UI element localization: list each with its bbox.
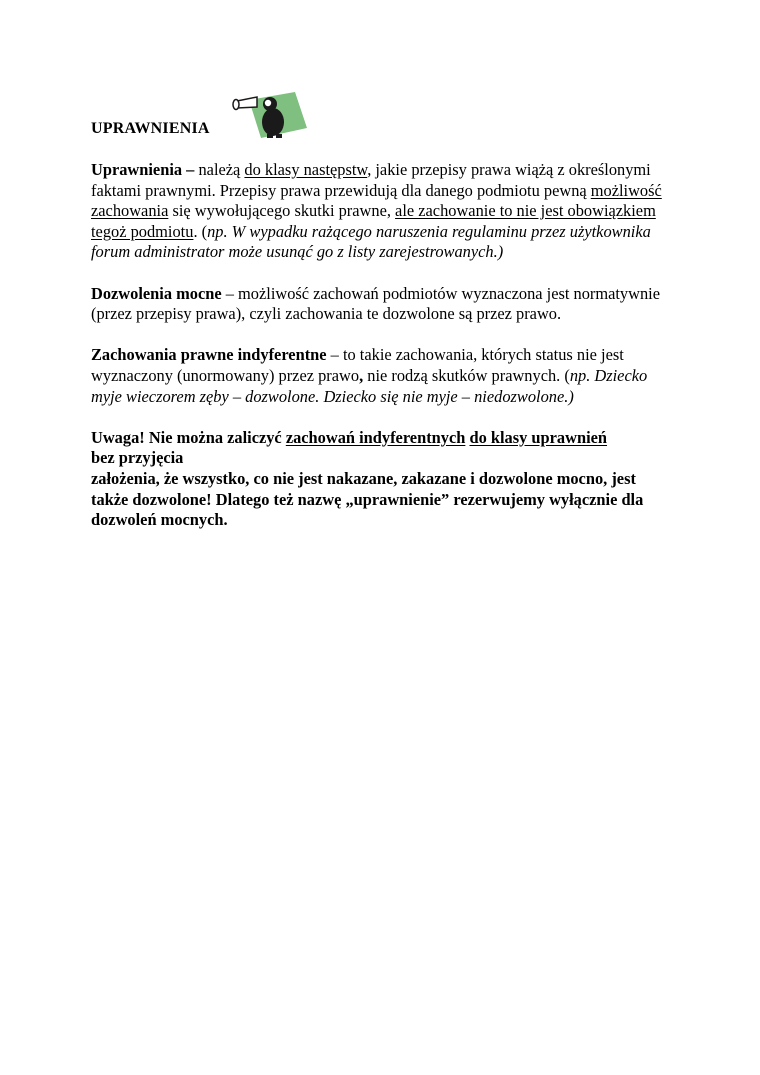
paragraph-zachowania-indyferentne xyxy=(91,345,671,407)
text-span: . ( xyxy=(193,221,208,241)
underlined-text: do klasy uprawnień xyxy=(469,427,608,447)
bold-comma: , xyxy=(359,365,364,385)
text-span: bez przyjęcia xyxy=(91,448,184,468)
page-title: UPRAWNIENIA xyxy=(91,120,210,137)
person-with-megaphone-icon xyxy=(227,88,307,140)
text-span: nie rodzą skutków prawnych. ( xyxy=(363,365,570,385)
paragraph-dozwolenia-mocne xyxy=(91,284,671,325)
text-span: założenia, że wszystko, co nie jest nakazane, zakazane i dozwolone mocno, jest także dozwolone! Dlatego też nazwę „uprawnienie” rezerwujemy wyłącznie dla dozwoleń mocnych. xyxy=(91,468,644,530)
term-uprawnienia: Uprawnienia – xyxy=(91,160,195,179)
example-text: np. Dziecko myje wieczorem zęby – dozwolone. Dziecko się nie myje – niedozwolone.) xyxy=(91,365,648,406)
document-body xyxy=(91,160,671,551)
term-dozwolenia-mocne: Dozwolenia mocne xyxy=(91,283,222,303)
underlined-text: ale zachowanie to nie jest obowiązkiem tegoż podmiotu xyxy=(91,201,656,241)
heading-row xyxy=(91,88,331,140)
text-span: Uwaga! Nie można zaliczyć xyxy=(91,427,286,447)
text-span: należą xyxy=(194,160,245,179)
example-text: np. W wypadku rażącego naruszenia regulaminu przez użytkownika forum administrator może usunąć go z listy zarejestrowanych.) xyxy=(91,221,651,262)
paragraph-uprawnienia xyxy=(91,160,671,263)
text-span: – to takie zachowania, których status nie jest wyznaczony (unormowany) przez prawo xyxy=(91,345,624,385)
underlined-text: możliwość zachowania xyxy=(91,180,662,221)
underlined-text: do klasy następstw xyxy=(244,160,368,179)
text-span: , jakie przepisy prawa wiążą z określonymi faktami prawnymi. Przepisy prawa przewidują dla danego podmiotu pewną xyxy=(91,160,651,200)
text-span: – możliwość zachowań podmiotów wyznaczona jest normatywnie (przez przepisy prawa), czyli zachowania te dozwolone są przez prawo. xyxy=(91,283,660,324)
paragraph-uwaga xyxy=(91,428,671,531)
term-zachowania-indyferentne: Zachowania prawne indyferentne xyxy=(91,345,327,365)
underlined-text: zachowań indyferentnych xyxy=(285,427,466,447)
text-span: się wywołującego skutki prawne, xyxy=(168,201,396,221)
